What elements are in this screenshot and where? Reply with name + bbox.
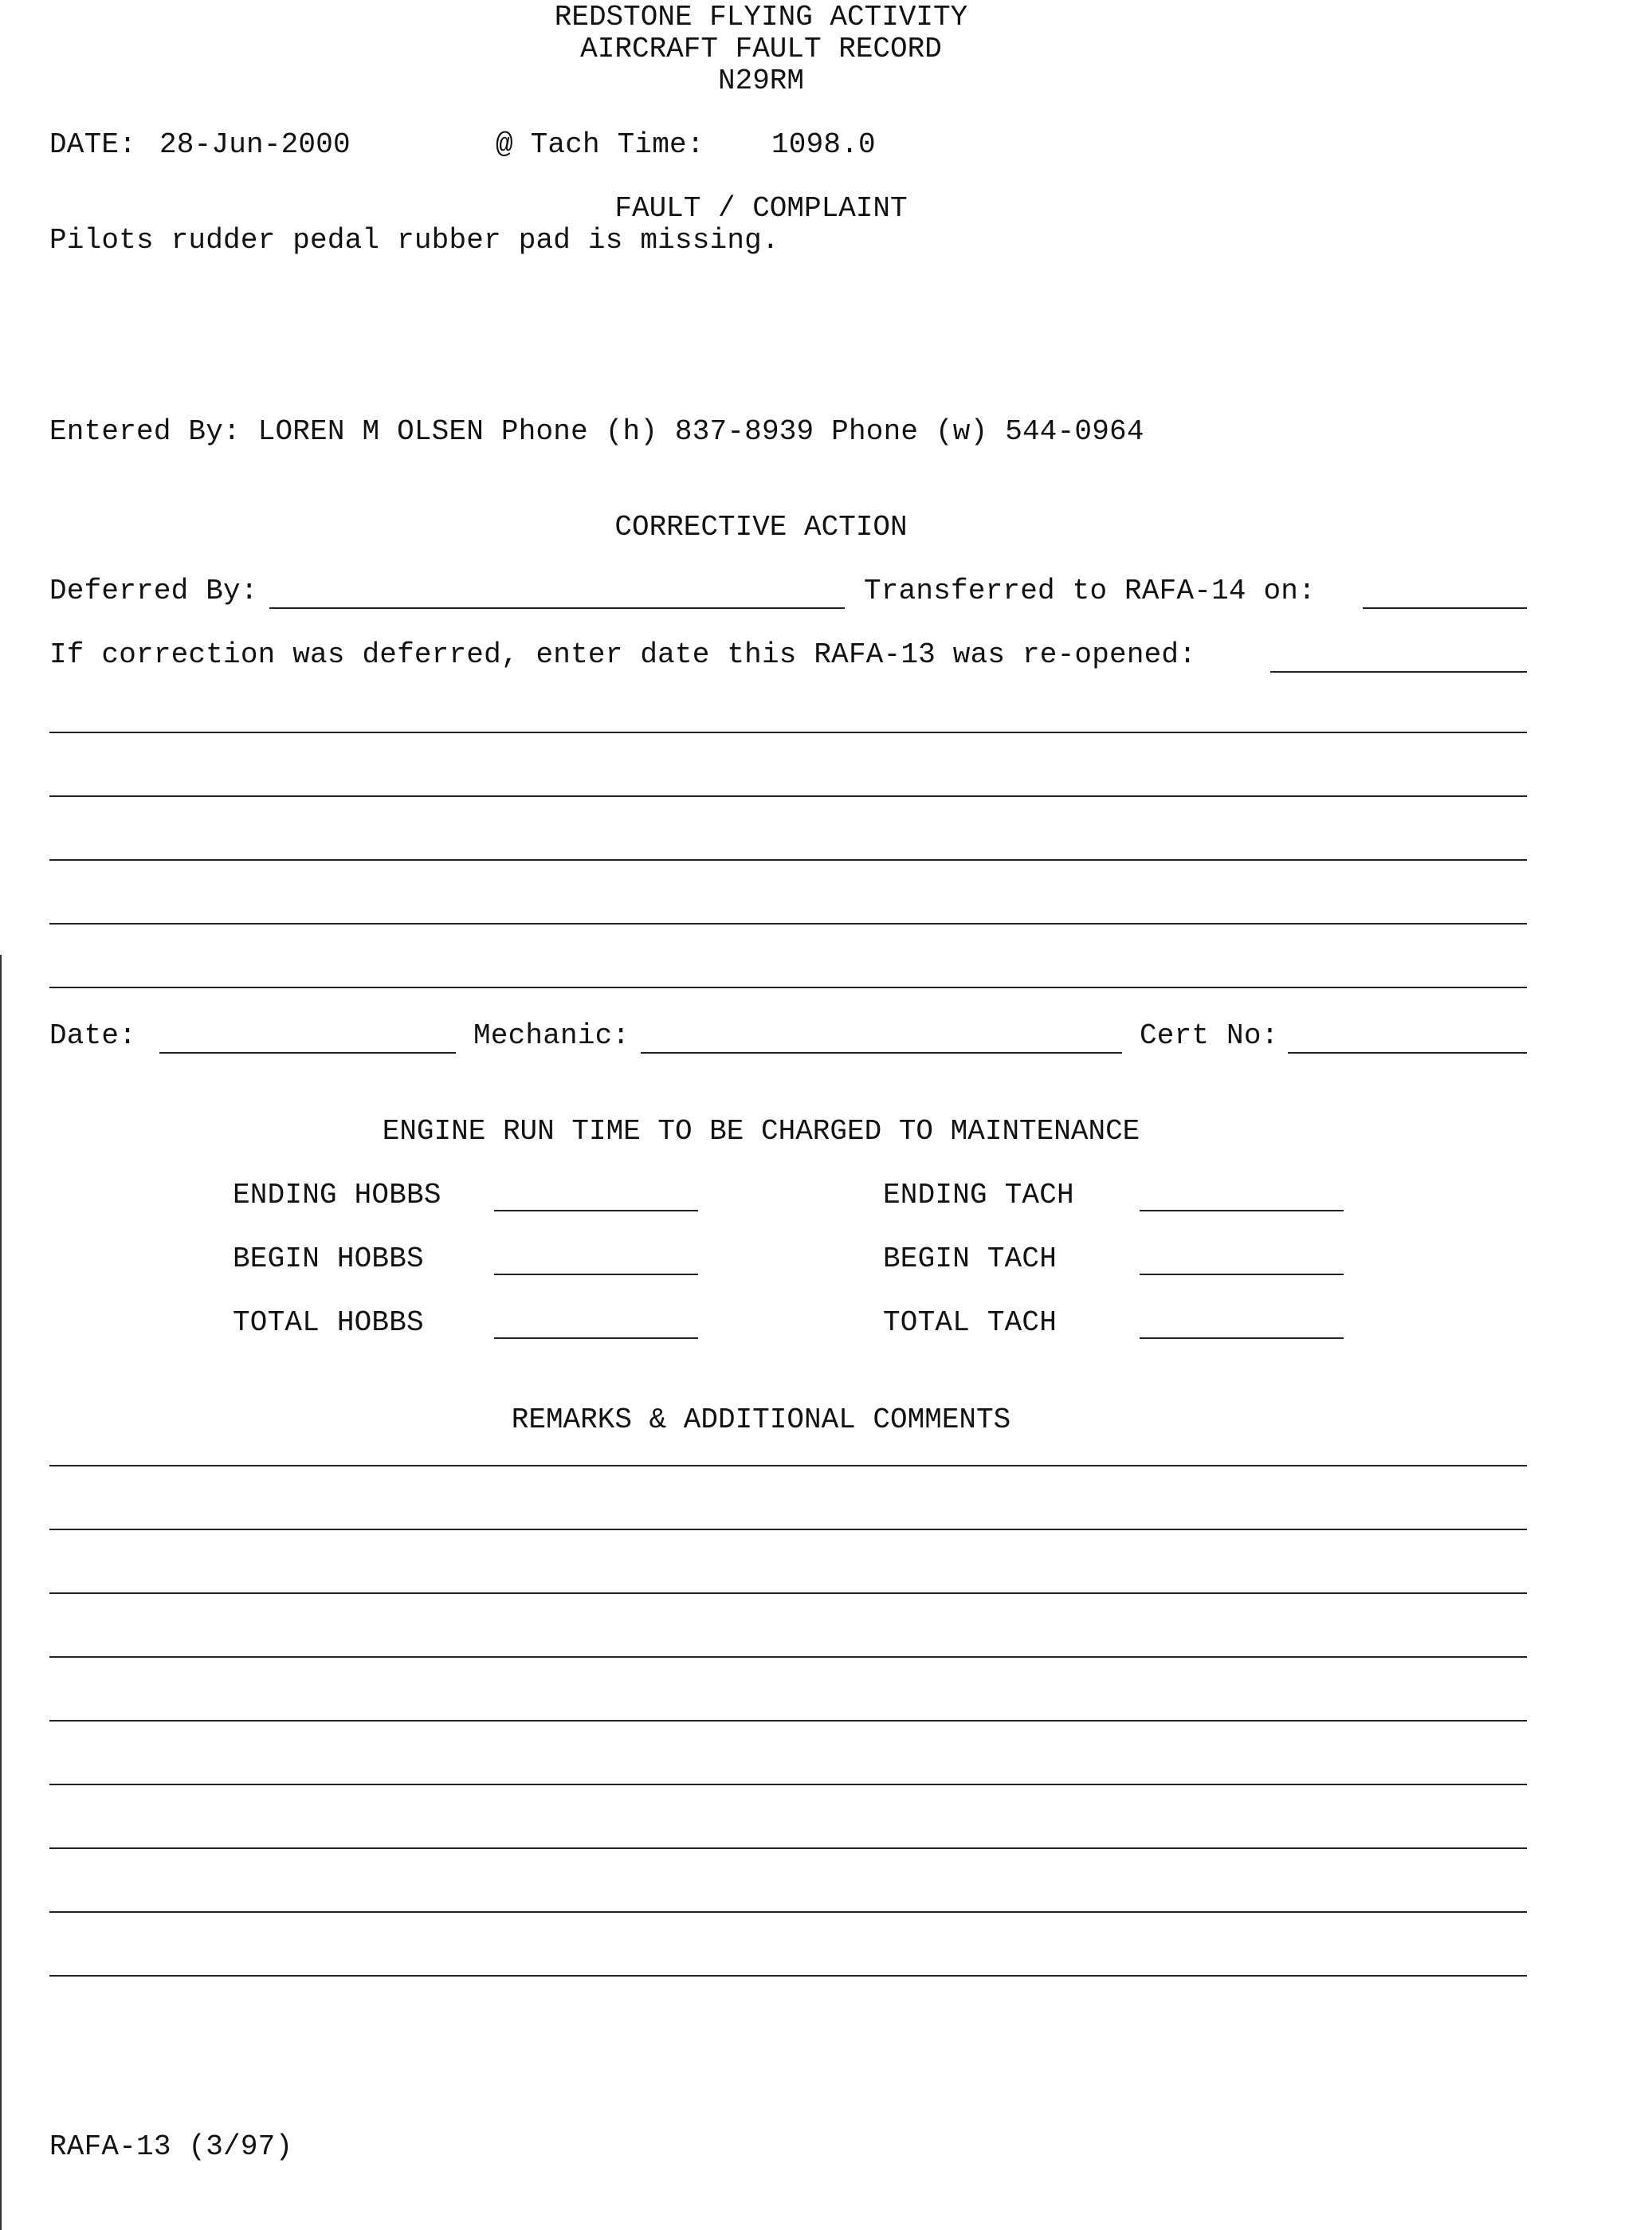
tach-time-value: 1098.0 bbox=[771, 128, 876, 161]
begin-tach-label: BEGIN TACH bbox=[883, 1243, 1058, 1275]
corrective-line-1[interactable] bbox=[49, 732, 1527, 733]
remarks-line-3[interactable] bbox=[49, 1592, 1527, 1594]
deferred-by-label: Deferred By: bbox=[49, 575, 258, 607]
cert-no-field[interactable] bbox=[1288, 1052, 1527, 1054]
remarks-heading: REMARKS & ADDITIONAL COMMENTS bbox=[511, 1404, 1011, 1436]
deferred-by-field[interactable] bbox=[269, 607, 845, 609]
corrective-line-3[interactable] bbox=[49, 859, 1527, 861]
remarks-line-6[interactable] bbox=[49, 1784, 1527, 1785]
ending-hobbs-field[interactable] bbox=[494, 1210, 698, 1211]
form-title: AIRCRAFT FAULT RECORD bbox=[580, 33, 942, 65]
engine-run-heading: ENGINE RUN TIME TO BE CHARGED TO MAINTENANCE bbox=[382, 1115, 1140, 1148]
ending-hobbs-label: ENDING HOBBS bbox=[233, 1179, 441, 1211]
entered-by-line: Entered By: LOREN M OLSEN Phone (h) 837-8939 Phone (w) 544-0964 bbox=[49, 415, 1144, 448]
ending-tach-field[interactable] bbox=[1140, 1210, 1344, 1211]
corrective-action-heading: CORRECTIVE ACTION bbox=[614, 511, 908, 544]
tail-number: N29RM bbox=[717, 65, 805, 97]
mechanic-label: Mechanic: bbox=[473, 1019, 630, 1052]
ending-tach-label: ENDING TACH bbox=[883, 1179, 1074, 1211]
fault-heading: FAULT / COMPLAINT bbox=[614, 192, 908, 225]
transferred-date-field[interactable] bbox=[1363, 607, 1527, 609]
total-hobbs-label: TOTAL HOBBS bbox=[233, 1306, 424, 1339]
org-name: REDSTONE FLYING ACTIVITY bbox=[554, 1, 968, 33]
begin-hobbs-label: BEGIN HOBBS bbox=[233, 1243, 424, 1275]
reopened-label: If correction was deferred, enter date this RAFA-13 was re-opened: bbox=[49, 638, 1197, 671]
remarks-line-4[interactable] bbox=[49, 1656, 1527, 1658]
remarks-line-7[interactable] bbox=[49, 1847, 1527, 1849]
form-id: RAFA-13 (3/97) bbox=[49, 2130, 293, 2163]
remarks-line-1[interactable] bbox=[49, 1465, 1527, 1466]
corrective-line-5[interactable] bbox=[49, 987, 1527, 988]
begin-tach-field[interactable] bbox=[1140, 1274, 1344, 1275]
total-tach-field[interactable] bbox=[1140, 1337, 1344, 1339]
corrective-line-4[interactable] bbox=[49, 923, 1527, 925]
tach-time-label: @ Tach Time: bbox=[496, 128, 704, 161]
remarks-line-8[interactable] bbox=[49, 1911, 1527, 1913]
mechanic-field[interactable] bbox=[641, 1052, 1122, 1054]
transferred-label: Transferred to RAFA-14 on: bbox=[864, 575, 1316, 607]
mech-date-field[interactable] bbox=[159, 1052, 456, 1054]
total-tach-label: TOTAL TACH bbox=[883, 1306, 1058, 1339]
corrective-line-2[interactable] bbox=[49, 795, 1527, 797]
date-label-mech: Date: bbox=[49, 1019, 137, 1052]
date-label: DATE: bbox=[49, 128, 137, 161]
fault-description: Pilots rudder pedal rubber pad is missing. bbox=[49, 224, 779, 257]
begin-hobbs-field[interactable] bbox=[494, 1274, 698, 1275]
reopened-date-field[interactable] bbox=[1270, 671, 1527, 673]
total-hobbs-field[interactable] bbox=[494, 1337, 698, 1339]
cert-no-label: Cert No: bbox=[1140, 1019, 1279, 1052]
remarks-line-5[interactable] bbox=[49, 1720, 1527, 1722]
remarks-line-2[interactable] bbox=[49, 1529, 1527, 1530]
date-value: 28-Jun-2000 bbox=[159, 128, 351, 161]
remarks-line-9[interactable] bbox=[49, 1975, 1527, 1977]
